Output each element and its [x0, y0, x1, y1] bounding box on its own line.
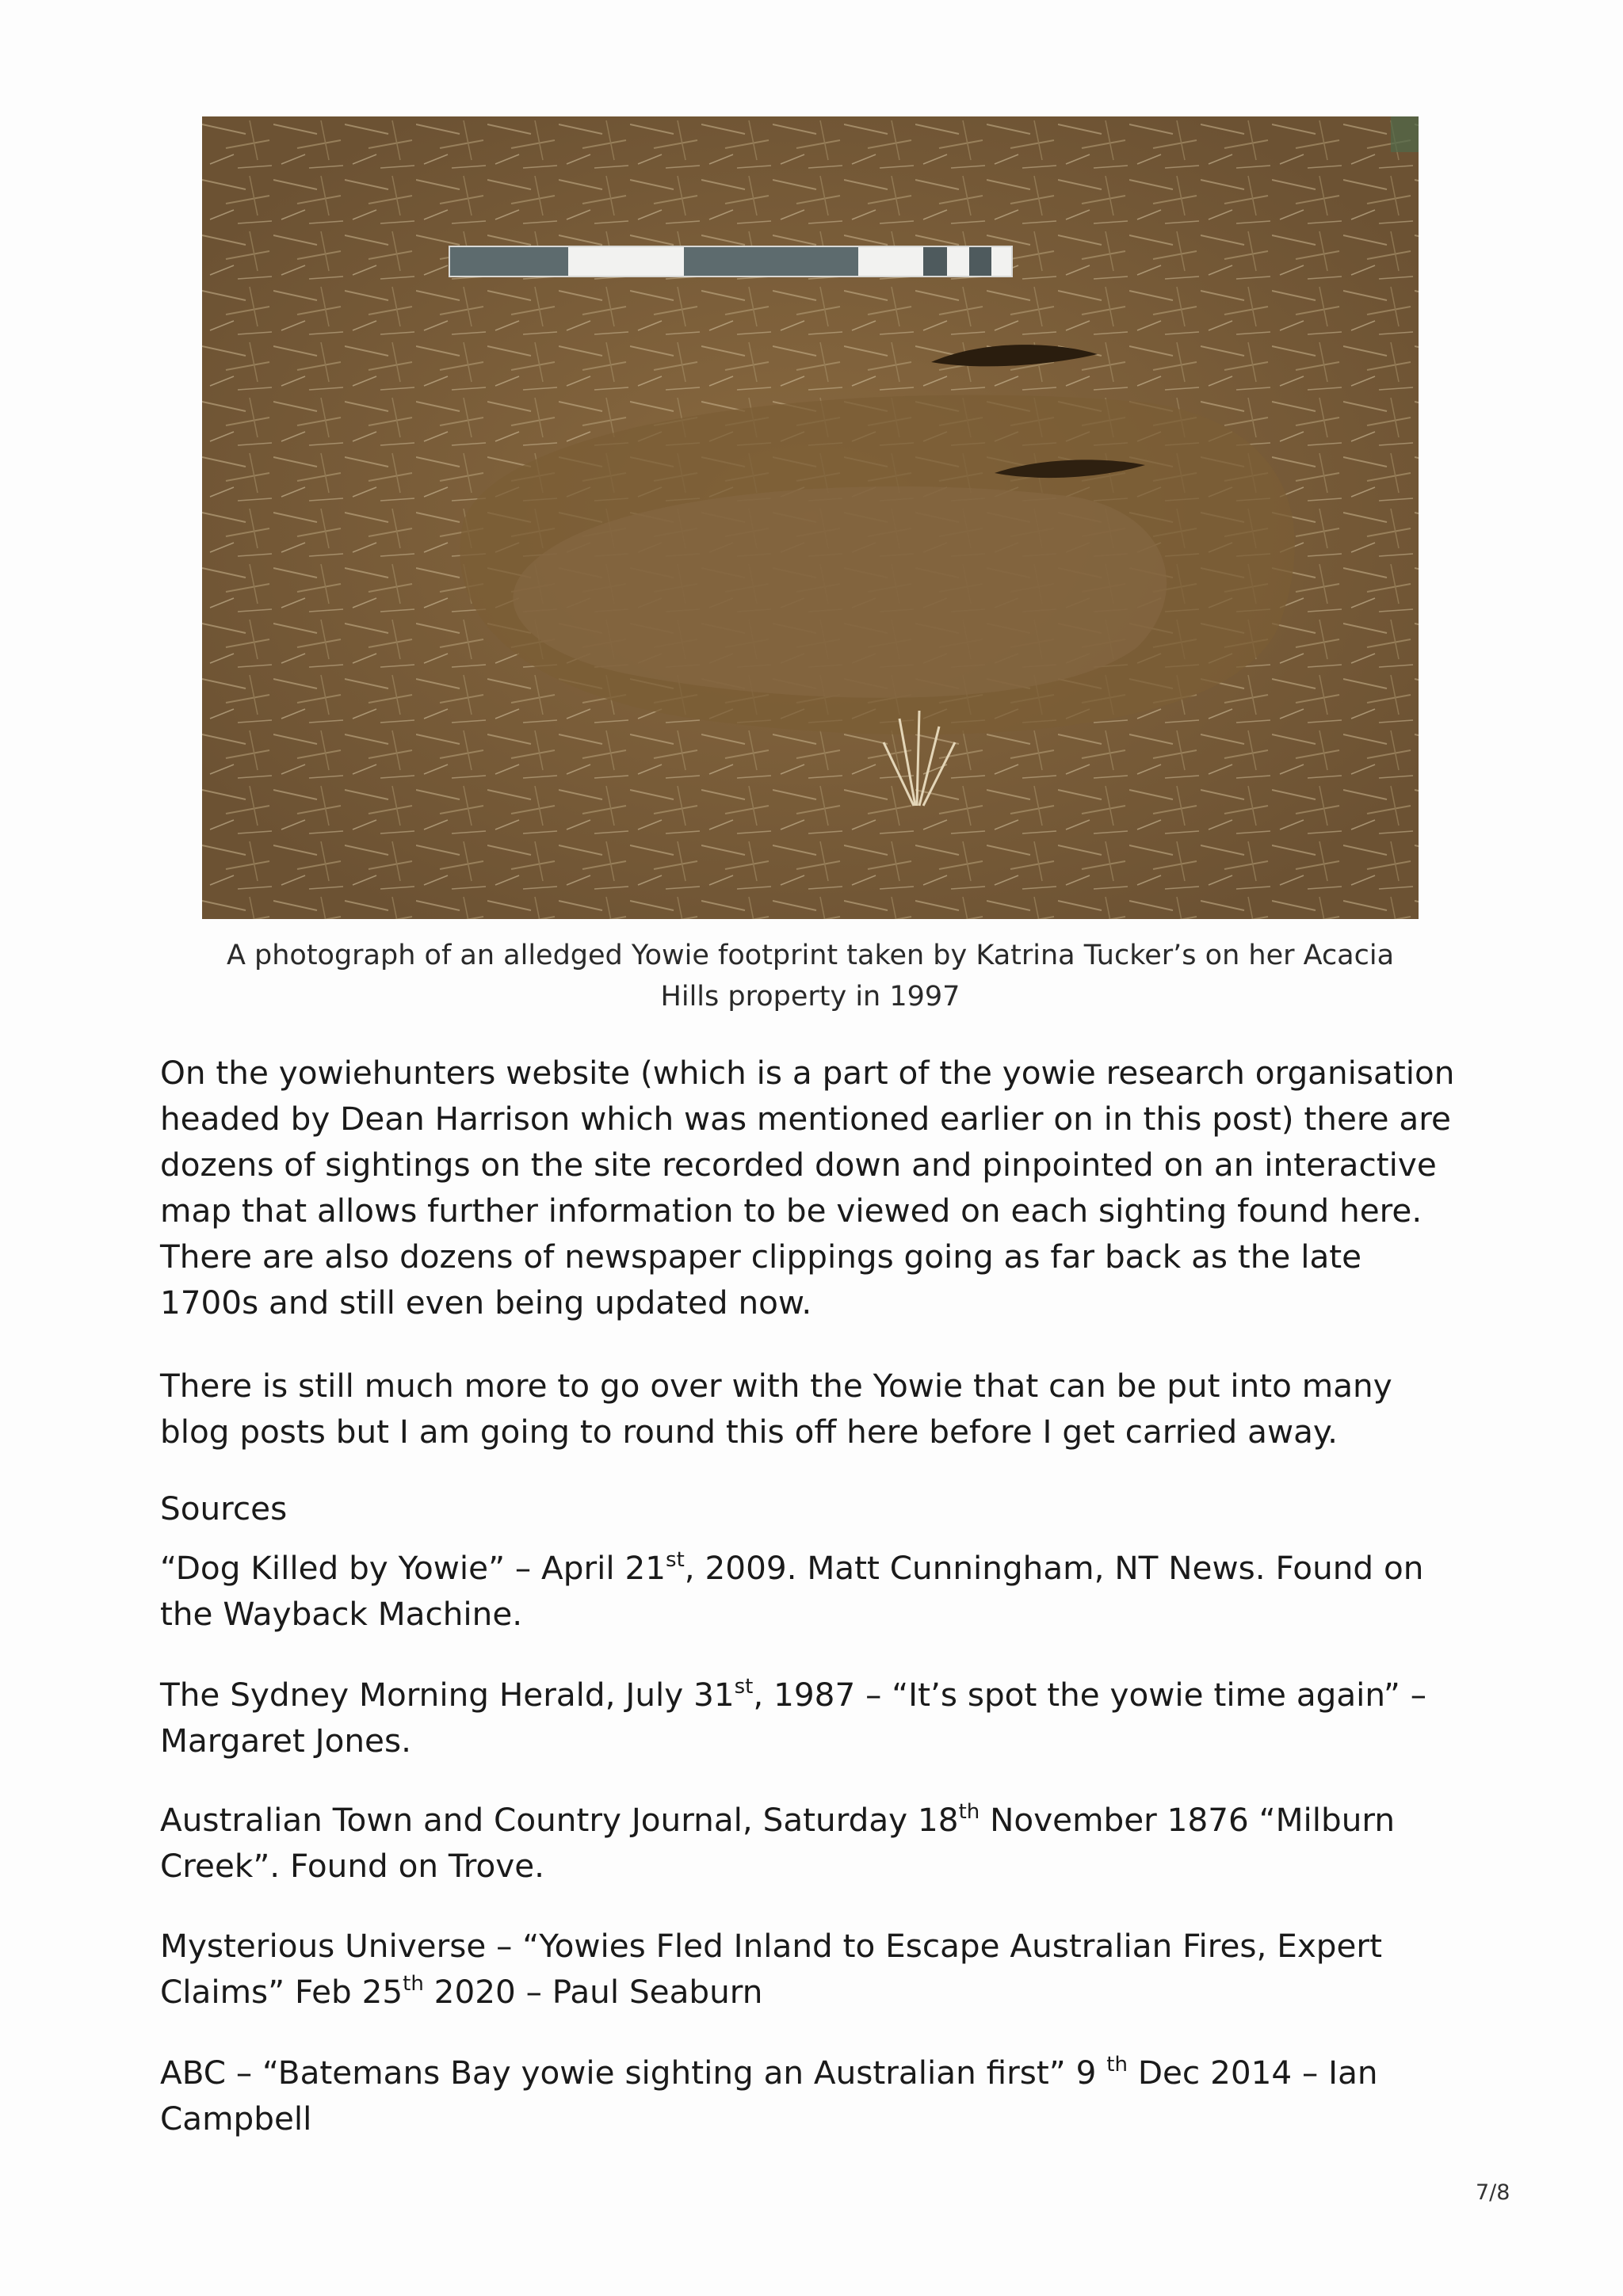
source-item: “Dog Killed by Yowie” – April 21st, 2009. Matt Cunningham, NT News. Found on the Wayback Machine.	[160, 1548, 1424, 1633]
body-paragraph-2: There is still much more to go over with the Yowie that can be put into many blog posts but I am going to round this off here before I get carried away.	[160, 1367, 1392, 1451]
page-number: 7/8	[1476, 2180, 1510, 2205]
source-item: Australian Town and Country Journal, Saturday 18th November 1876 “Milburn Creek”. Found on Trove.	[160, 1800, 1396, 1885]
source-item: The Sydney Morning Herald, July 31st, 1987 – “It’s spot the yowie time again” – Margaret Jones.	[160, 1675, 1426, 1760]
footprint-photo	[202, 116, 1419, 919]
sources-heading: Sources	[160, 1489, 288, 1527]
source-item: Mysterious Universe – “Yowies Fled Inland to Escape Australian Fires, Expert Claims” Feb 25th 2020 – Paul Seaburn	[160, 1927, 1382, 2011]
source-item: ABC – “Batemans Bay yowie sighting an Australian first” 9 $^{th}$ Dec 2014 – Ian Campbell	[160, 2053, 1378, 2138]
figure-caption: A photograph of an alledged Yowie footprint taken by Katrina Tucker’s on her Acacia Hills property in 1997	[226, 940, 1395, 1013]
body-paragraph-1: On the yowiehunters website (which is a part of the yowie research organisation headed by Dean Harrison which was mentioned earlier on in this post) there are dozens of sightings on the site recorded down and pinpointed on an interactive map that allows further information to be viewed on each sighting found here. There are also dozens of newspaper clippings going as far back as the late 1700s and still even being updated now.	[160, 1054, 1455, 1322]
